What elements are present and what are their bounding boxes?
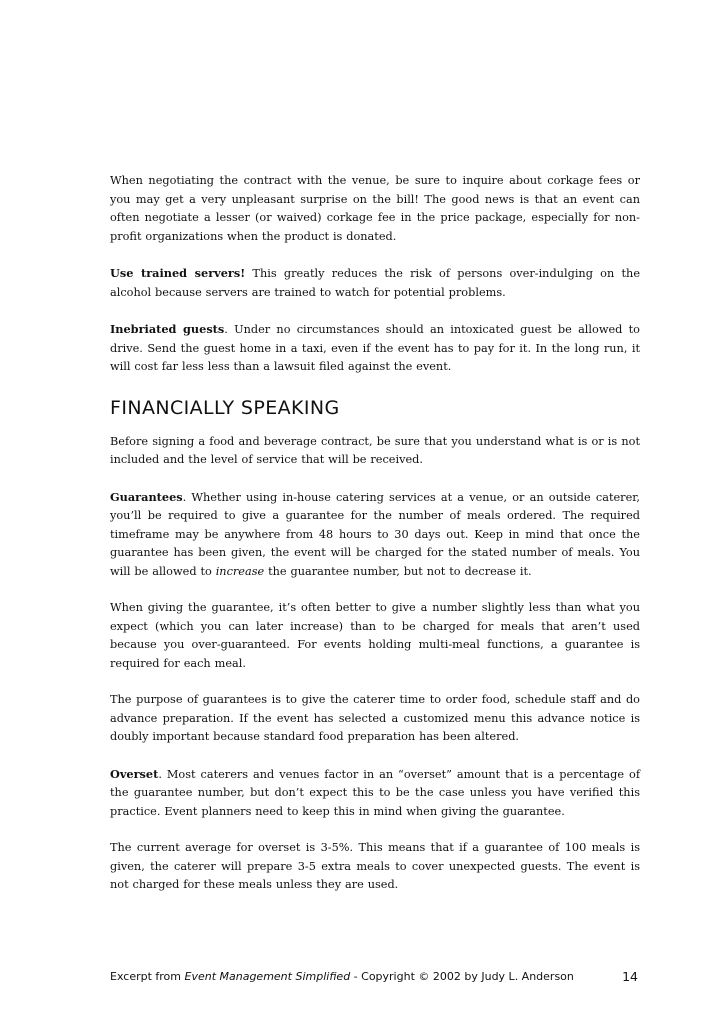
overset-text: . Most caterers and venues factor in an “overset” amount that is a percentage of the guarantee number, but don’t expect this to be the case unless you have verified this practice. Event planners need to keep this in mind when giving the guarantee. (110, 767, 640, 818)
page-number: 14 (622, 969, 638, 984)
guarantees-emphasis: increase (215, 564, 265, 578)
guarantees-paragraph (110, 488, 640, 582)
footer-prefix: Excerpt from (110, 970, 185, 983)
corkage-paragraph (110, 172, 640, 246)
page-footer (110, 968, 640, 988)
giving-guarantee-text: When giving the guarantee, it’s often better to give a number slightly less than what you expect (which you can later increase) than to be charged for meals that aren’t used because you over-guaranteed. For events holding multi-meal functions, a guarantee is required for each meal. (110, 601, 640, 670)
purpose-text: The purpose of guarantees is to give the caterer time to order food, schedule staff and do advance preparation. If the event has selected a customized menu this advance notice is doubly important because standard food preparation has been altered. (110, 693, 640, 743)
trained-servers-paragraph (110, 264, 640, 302)
giving-guarantee-paragraph (110, 599, 640, 673)
guarantees-text-part-1: . Whether using in-house catering services at a venue, or an outside caterer, you’ll be required to give a guarantee for the number of meals ordered. The required timeframe may be anywhere from 48 hours to 30 days out. Keep in mind that once the guarantee has been given, the event will be charged for the stated number of meals. You will be allowed to (110, 490, 640, 578)
trained-servers-text: This greatly reduces the risk of persons over-indulging on the alcohol because servers are trained to watch for potential problems. (110, 267, 641, 299)
trained-servers-lead: Use trained servers! (110, 266, 246, 280)
page-content (110, 172, 640, 913)
overset-lead: Overset (110, 766, 159, 781)
before-signing-text: Before signing a food and beverage contract, be sure that you understand what is or is not included and the level of service that will be received. (110, 434, 640, 466)
inebriated-guests-paragraph (110, 320, 640, 377)
current-average-text: The current average for overset is 3-5%. This means that if a guarantee of 100 meals is given, the caterer will prepare 3-5 extra meals to cover unexpected guests. The event is not charged for these meals unless they are used. (110, 841, 640, 891)
section-heading: FINANCIALLY SPEAKING (110, 396, 340, 419)
inebriated-guests-text: . Under no circumstances should an intoxicated guest be allowed to drive. Send the guest home in a taxi, even if the event has to pay for it. In the long run, it will cost far less less than a lawsuit filed against the event. (110, 323, 640, 373)
before-signing-paragraph (110, 433, 640, 470)
footer-book-title: Event Management Simplified (184, 970, 351, 983)
corkage-text: When negotiating the contract with the venue, be sure to inquire about corkage fees or you may get a very unpleasant surprise on the bill! The good news is that an event can often negotiate a lesser (or waived) corkage fee in the price package, especially for non-profit organizations when the product is donated. (110, 174, 640, 243)
footer-copyright (110, 968, 574, 986)
inebriated-guests-lead: Inebriated guests (110, 322, 225, 336)
overset-paragraph (110, 765, 640, 822)
guarantees-text-part-2: the guarantee number, but not to decrease it. (264, 564, 532, 578)
footer-suffix: - Copyright © 2002 by Judy L. Anderson (350, 970, 574, 983)
current-average-paragraph (110, 839, 640, 895)
purpose-paragraph (110, 691, 640, 747)
guarantees-lead: Guarantees (110, 489, 183, 504)
